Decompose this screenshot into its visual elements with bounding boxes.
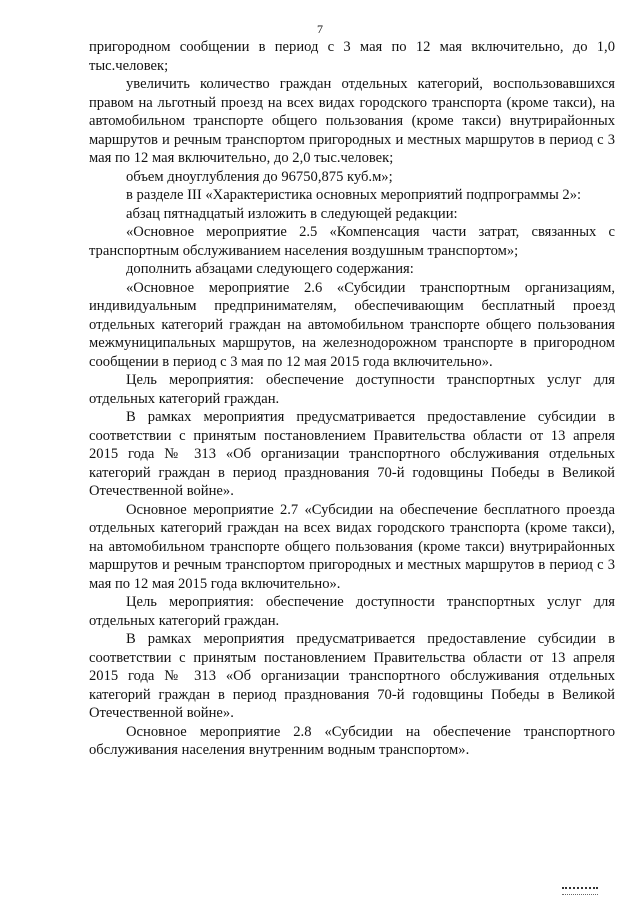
document-body: [89, 38, 615, 760]
paragraph-12: Цель мероприятия: обеспечение доступности транспортных услуг для отдельных категорий граждан.: [89, 594, 615, 629]
page-number: 7: [317, 22, 323, 36]
paragraph-9: Цель мероприятия: обеспечение доступности транспортных услуг для отдельных категорий граждан.: [89, 372, 615, 407]
paragraph-8: «Основное мероприятие 2.6 «Субсидии транспортным организациям, индивидуальным предпринимателям, обеспечивающим бесплатный проезд отдельных категорий граждан на автомобильном транспорте общего пользования межмуниципальных маршрутов, на железнодорожном транспорте в пригородном сообщении в период с 3 мая по 12 мая 2015 года включительно».: [89, 279, 615, 370]
paragraph-4: в разделе III «Характеристика основных мероприятий подпрограммы 2»:: [126, 187, 582, 203]
paragraph-10: В рамках мероприятия предусматривается предоставление субсидии в соответствии с принятым постановлением Правительства области от 13 апреля 2015 года № 313 «Об организации транспортного обслуживания отдельных категорий граждан в период празднования 70-й годовщины Победы в Великой Отечественной войне».: [89, 409, 615, 499]
paragraph-13: В рамках мероприятия предусматривается предоставление субсидии в соответствии с принятым постановлением Правительства области от 13 апреля 2015 года № 313 «Об организации транспортного обслуживания отдельных категорий граждан в период празднования 70-й годовщины Победы в Великой Отечественной войне».: [89, 631, 615, 721]
paragraph-3: объем дноуглубления до 96750,875 куб.м»;: [126, 168, 393, 185]
paragraph-2: увеличить количество граждан отдельных категорий, воспользовавшихся правом на льготный проезд на всех видах городского транспорта (кроме такси), на автомобильном транспорте общего пользования (кроме такси) внутрирайонных маршрутов и речным транспортом пригородных и местных маршрутов в период с 3 мая по 12 мая включительно, до 2,0 тыс.человек;: [89, 76, 615, 166]
paragraph-7: дополнить абзацами следующего содержания:: [126, 261, 414, 277]
paragraph-11: Основное мероприятие 2.7 «Субсидии на обеспечение бесплатного проезда отдельных категорий граждан на всех видах городского транспорта (кроме такси), на автомобильном транспорте общего пользования (кроме такси) внутрирайонных маршрутов и речным транспортом пригородных и местных маршрутов в период с 3 мая по 12 мая 2015 года включительно».: [89, 501, 615, 592]
paragraph-5: абзац пятнадцатый изложить в следующей редакции:: [126, 205, 458, 222]
paragraph-6: «Основное мероприятие 2.5 «Компенсация части затрат, связанных с транспортным обслуживанием населения воздушным транспортом»;: [89, 224, 615, 259]
scan-footer-mark: [562, 887, 598, 895]
paragraph-1: пригородном сообщении в период с 3 мая по 12 мая включительно, до 1,0 тыс.человек;: [89, 39, 615, 74]
paragraph-14: Основное мероприятие 2.8 «Субсидии на обеспечение транспортного обслуживания населения внутренним водным транспортом».: [89, 723, 615, 758]
